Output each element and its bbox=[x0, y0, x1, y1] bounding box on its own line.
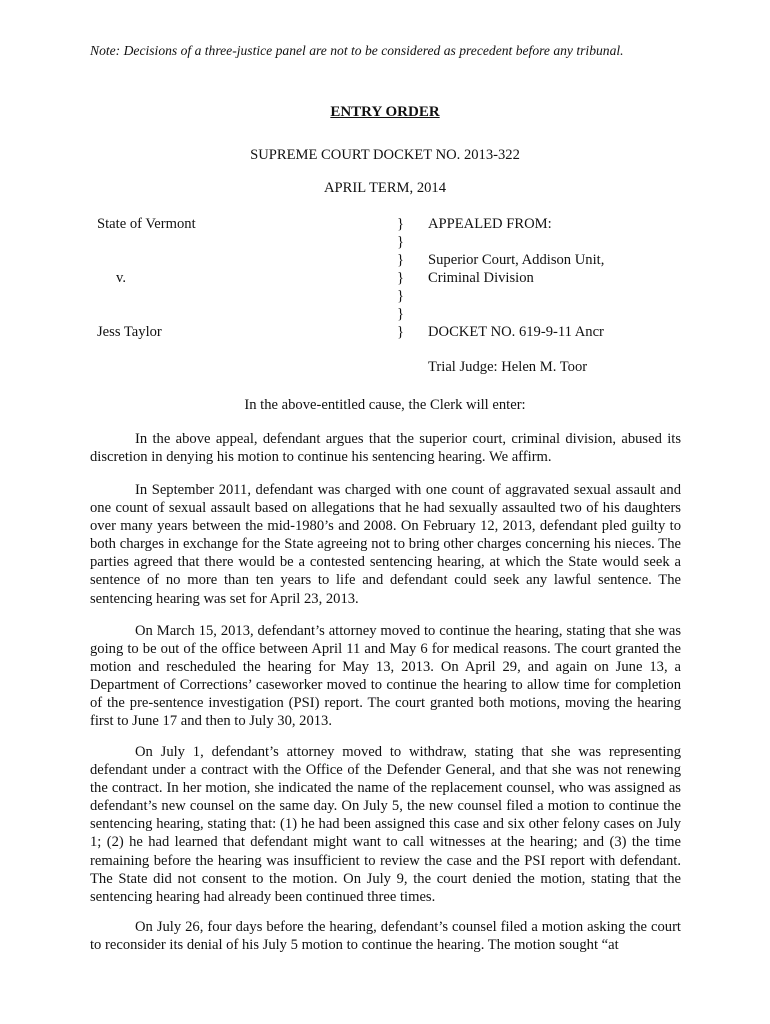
caption-bracket: } bbox=[397, 288, 405, 304]
precedent-note: Note: Decisions of a three-justice panel are not to be considered as precedent before any tribunal. bbox=[90, 43, 624, 58]
supreme-court-docket: SUPREME COURT DOCKET NO. 2013-322 bbox=[250, 147, 520, 163]
lower-docket-number: DOCKET NO. 619-9-11 Ancr bbox=[428, 324, 604, 340]
party-defendant: Jess Taylor bbox=[97, 324, 162, 340]
body-paragraph: In September 2011, defendant was charged with one count of aggravated sexual assault and one count of sexual assault based on allegations that he had sexually assaulted two of his daughters over many years between the mid-1980’s and 2008. On February 12, 2013, defendant pled guilty to both charges in exchange for the State agreeing not to bring other charges concerning his nieces. The parties agreed that there would be a contested sentencing hearing, at which the State would seek a sentence of no more than ten years to life and defendant could seek any lawful sentence. The sentencing hearing was set for April 23, 2013. bbox=[90, 482, 681, 607]
caption-bracket: } bbox=[397, 306, 405, 322]
document-title: ENTRY ORDER bbox=[330, 104, 440, 120]
lower-court-line2: Criminal Division bbox=[428, 270, 534, 286]
party-state: State of Vermont bbox=[97, 216, 196, 232]
caption-bracket: } bbox=[397, 252, 405, 268]
caption-bracket: } bbox=[397, 324, 405, 340]
versus: v. bbox=[116, 270, 126, 286]
caption-bracket: } bbox=[397, 234, 405, 250]
caption-bracket: } bbox=[397, 270, 405, 286]
clerk-intro: In the above-entitled cause, the Clerk will enter: bbox=[244, 397, 526, 413]
term-line: APRIL TERM, 2014 bbox=[323, 180, 447, 196]
trial-judge: Trial Judge: Helen M. Toor bbox=[428, 359, 588, 375]
body-paragraph: On July 1, defendant’s attorney moved to withdraw, stating that she was representing defendant under a contract with the Office of the Defender General, and that she was not renewing the contract. In her motion, she indicated the name of the replacement counsel, who was assigned as defendant’s new counsel on the same day. On July 5, the new counsel filed a motion to continue the sentencing hearing, stating that: (1) he had been assigned this case and six other felony cases on July 1; (2) he had learned that defendant might want to call witnesses at the hearing; and (3) the time remaining before the hearing was insufficient to review the case and the PSI report with defendant. The State did not consent to the motion. On July 9, the court denied the motion, stating that the sentencing hearing had already been continued three times. bbox=[90, 744, 681, 905]
body-paragraph: On July 26, four days before the hearing, defendant’s counsel filed a motion asking the court to reconsider its denial of his July 5 motion to continue the hearing. The motion sought “at bbox=[90, 919, 681, 954]
body-paragraph: In the above appeal, defendant argues that the superior court, criminal division, abused its discretion in denying his motion to continue his sentencing hearing. We affirm. bbox=[90, 431, 681, 466]
lower-court-line1: Superior Court, Addison Unit, bbox=[428, 252, 605, 268]
appealed-from-label: APPEALED FROM: bbox=[428, 216, 552, 232]
body-paragraph: On March 15, 2013, defendant’s attorney moved to continue the hearing, stating that she was going to be out of the office between April 11 and May 6 for medical reasons. The court granted the motion and rescheduled the hearing for May 13, 2013. On April 29, and again on June 13, a Department of Corrections’ caseworker moved to continue the hearing to allow time for completion of the pre-sentence investigation (PSI) report. The court granted both motions, moving the hearing first to June 17 and then to July 30, 2013. bbox=[90, 623, 681, 730]
caption-bracket: } bbox=[397, 216, 405, 232]
